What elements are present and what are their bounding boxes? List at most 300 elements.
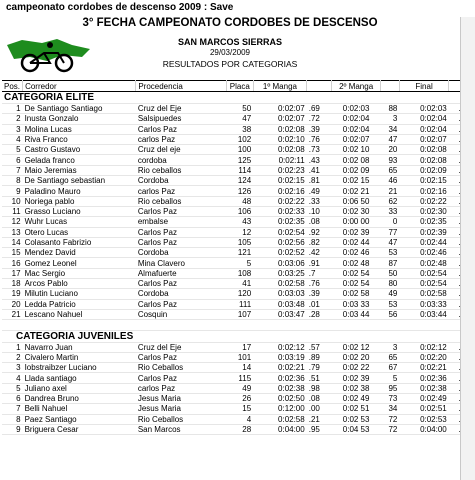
table-cell: Carlos Paz [136, 227, 227, 237]
table-cell: Carlos Paz [136, 206, 227, 216]
table-cell: 0:02:08 [253, 124, 307, 134]
table-cell: .33 [307, 196, 332, 206]
table-row[interactable] [2, 227, 472, 237]
table-cell: 47 [381, 237, 400, 247]
table-cell: Almafuerte [136, 268, 227, 278]
table-cell: .01 [307, 299, 332, 309]
table-cell: 0:02:08 [399, 145, 448, 155]
table-cell: 0:03:47 [253, 309, 307, 319]
table-cell: 125 [226, 155, 253, 165]
table-cell: 0:02:54 [253, 227, 307, 237]
table-cell: 3 [2, 363, 23, 373]
table-cell: 0:02:35 [399, 217, 448, 227]
table-row[interactable] [2, 237, 472, 247]
table-cell: 0:02 51 [331, 404, 380, 414]
table-row[interactable] [2, 124, 472, 134]
table-cell: 0:00 00 [331, 217, 380, 227]
table-cell: 0:02:04 [399, 124, 448, 134]
table-row[interactable] [2, 289, 472, 299]
table-cell: 0:02:10 [253, 134, 307, 144]
table-cell: 0:02:09 [399, 165, 448, 175]
table-cell: 72 [381, 424, 400, 434]
table-cell: Arcos Pablo [23, 279, 136, 289]
table-cell: 0:02:07 [331, 134, 380, 144]
table-cell: 0:02 39 [331, 227, 380, 237]
table-cell: 0:02 21 [331, 186, 380, 196]
table-cell: De Santiago Santiago [23, 104, 136, 114]
category-row [2, 92, 472, 104]
table-cell: 65 [381, 352, 400, 362]
table-cell: 73 [381, 394, 400, 404]
table-cell: 0:03:44 [399, 309, 448, 319]
table-cell: 17 [2, 268, 23, 278]
table-row[interactable] [2, 196, 472, 206]
table-cell: Belli Nahuel [23, 404, 136, 414]
table-cell: 8 [2, 414, 23, 424]
table-row[interactable] [2, 363, 472, 373]
table-cell: Mac Sergio [23, 268, 136, 278]
table-cell: Mendez David [23, 248, 136, 258]
table-cell: 20 [2, 299, 23, 309]
table-cell: Carlos Paz [136, 373, 227, 383]
table-cell: 0:02:21 [253, 363, 307, 373]
table-cell: Salsipuedes [136, 114, 227, 124]
table-cell: carlos Paz [136, 383, 227, 393]
table-cell: cordoba [136, 155, 227, 165]
table-cell: .92 [307, 227, 332, 237]
table-cell: 0:02 53 [331, 414, 380, 424]
table-cell: 50 [226, 104, 253, 114]
table-cell: 102 [226, 134, 253, 144]
table-cell: 121 [226, 248, 253, 258]
table-cell: 0:02:07 [399, 134, 448, 144]
table-cell: Carlos Paz [136, 237, 227, 247]
table-cell: 49 [226, 383, 253, 393]
table-cell: 0:02 15 [331, 176, 380, 186]
table-cell: 0:02:22 [399, 196, 448, 206]
table-cell: .7 [307, 268, 332, 278]
table-cell: .72 [307, 114, 332, 124]
table-row[interactable] [2, 342, 472, 352]
table-cell: 0:02 44 [331, 237, 380, 247]
table-cell: 0:02:03 [399, 104, 448, 114]
table-cell: 0:02:38 [399, 383, 448, 393]
table-cell: 41 [226, 279, 253, 289]
table-cell: 0:02:15 [399, 176, 448, 186]
table-cell: 5 [2, 145, 23, 155]
table-cell: Navarro Juan [23, 342, 136, 352]
table-cell: 0:02:16 [399, 186, 448, 196]
table-cell: .91 [307, 258, 332, 268]
table-cell: 21 [2, 309, 23, 319]
table-cell: 2 [2, 114, 23, 124]
table-row[interactable] [2, 268, 472, 278]
table-cell: 0:02 54 [331, 268, 380, 278]
table-cell: Paladino Mauro [23, 186, 136, 196]
table-cell: 0:02:08 [399, 155, 448, 165]
results-subtitle: RESULTADOS POR CATEGORIAS [162, 59, 298, 69]
table-cell: 0:02:21 [399, 363, 448, 373]
table-cell: 0:02:53 [399, 414, 448, 424]
column-header: Pos. [2, 81, 23, 92]
table-row[interactable] [2, 309, 472, 319]
table-cell: Gomez Leonel [23, 258, 136, 268]
table-row[interactable] [2, 145, 472, 155]
table-cell: Rio Ceballos [136, 414, 227, 424]
table-cell: 72 [381, 414, 400, 424]
table-cell: 0:02 12 [331, 342, 380, 352]
table-row[interactable] [2, 114, 472, 124]
table-cell: Cordoba [136, 248, 227, 258]
page-title: 3° FECHA CAMPEONATO CORDOBES DE DESCENSO [82, 17, 378, 29]
table-cell: 43 [226, 217, 253, 227]
table-cell: 0:02:33 [253, 206, 307, 216]
table-cell: carlos Paz [136, 186, 227, 196]
table-cell: 0:02:38 [253, 383, 307, 393]
table-cell: Ledda Patricio [23, 299, 136, 309]
table-cell: .08 [307, 217, 332, 227]
table-cell: .95 [307, 424, 332, 434]
table-cell: 33 [381, 206, 400, 216]
table-cell: 21 [381, 186, 400, 196]
table-cell: Briguera Cesar [23, 424, 136, 434]
table-cell: .28 [307, 309, 332, 319]
table-cell: 0:04:00 [399, 424, 448, 434]
table-cell: 0:03 33 [331, 299, 380, 309]
column-header: 2º Manga [331, 81, 380, 92]
table-cell: 0:02:04 [331, 114, 380, 124]
table-cell: 0:03:19 [253, 352, 307, 362]
table-cell: Otero Lucas [23, 227, 136, 237]
table-row[interactable] [2, 248, 472, 258]
table-cell: 0:02:12 [399, 342, 448, 352]
table-cell: 19 [2, 289, 23, 299]
table-cell: 50 [381, 268, 400, 278]
table-cell: .00 [307, 404, 332, 414]
table-cell: 0:02:49 [399, 394, 448, 404]
table-cell: .57 [307, 342, 332, 352]
table-cell: 0:02:12 [253, 342, 307, 352]
table-cell: 0:02 30 [331, 206, 380, 216]
table-cell: 0:02 49 [331, 394, 380, 404]
table-cell: 93 [381, 155, 400, 165]
table-cell: 0:02:04 [331, 124, 380, 134]
table-cell: Wuhr Lucas [23, 217, 136, 227]
results-table [2, 80, 472, 435]
table-cell: 0:02:20 [399, 352, 448, 362]
table-cell: 0:02:22 [253, 196, 307, 206]
table-cell: De Santiago sebastian [23, 176, 136, 186]
table-cell: 107 [226, 309, 253, 319]
table-cell: 0:02 46 [331, 248, 380, 258]
table-cell: .08 [307, 394, 332, 404]
table-cell: 15 [2, 248, 23, 258]
table-cell: 9 [2, 186, 23, 196]
table-row[interactable] [2, 383, 472, 393]
table-cell: 3 [2, 124, 23, 134]
table-cell: 0:02:35 [253, 217, 307, 227]
table-cell: 3 [381, 114, 400, 124]
column-header: Procedencia [136, 81, 227, 92]
table-cell: Castro Gustavo [23, 145, 136, 155]
table-cell: 0:02:52 [253, 248, 307, 258]
spacer-row [2, 320, 472, 330]
table-cell: 26 [226, 394, 253, 404]
table-cell: Civalero Martin [23, 352, 136, 362]
table-cell: 0:02:56 [253, 237, 307, 247]
table-cell: 114 [226, 165, 253, 175]
table-cell: 6 [2, 155, 23, 165]
table-cell: 0:02:44 [399, 237, 448, 247]
table-cell: Rio ceballos [136, 196, 227, 206]
table-cell: 0:02:11 [253, 155, 307, 165]
table-cell: 115 [226, 373, 253, 383]
table-cell: 80 [381, 279, 400, 289]
column-header [381, 81, 400, 92]
category-title: CATEGORIA JUVENILES [2, 330, 472, 342]
table-cell: .81 [307, 176, 332, 186]
table-cell: 0:02 38 [331, 383, 380, 393]
table-cell: .43 [307, 155, 332, 165]
table-cell: 77 [381, 227, 400, 237]
table-cell: 34 [381, 124, 400, 134]
table-cell: 0:02:07 [253, 114, 307, 124]
table-cell: Noriega pablo [23, 196, 136, 206]
table-cell: .76 [307, 134, 332, 144]
column-header: 1º Manga [253, 81, 307, 92]
cyclist-logo-icon [2, 35, 97, 75]
table-cell: 2 [2, 352, 23, 362]
table-row[interactable] [2, 155, 472, 165]
table-cell: 88 [381, 104, 400, 114]
table-cell: 12 [226, 227, 253, 237]
table-cell: 126 [226, 186, 253, 196]
table-cell: 0:02:36 [399, 373, 448, 383]
table-row[interactable] [2, 404, 472, 414]
table-cell: 20 [381, 145, 400, 155]
table-cell: 0:02:58 [399, 289, 448, 299]
table-cell: 67 [381, 363, 400, 373]
table-row[interactable] [2, 134, 472, 144]
table-cell: 11 [2, 206, 23, 216]
table-cell: 0:02 54 [331, 279, 380, 289]
table-cell: 0:03:48 [253, 299, 307, 309]
table-row[interactable] [2, 373, 472, 383]
column-header [307, 81, 332, 92]
table-cell: 8 [2, 176, 23, 186]
column-header: Placa [226, 81, 253, 92]
table-cell: 0:02 39 [331, 373, 380, 383]
table-row[interactable] [2, 424, 472, 434]
table-cell: Cruz del Eje [136, 342, 227, 352]
table-cell: 95 [381, 383, 400, 393]
table-cell: .10 [307, 206, 332, 216]
table-row[interactable] [2, 104, 472, 114]
event-date: 29/03/2009 [209, 48, 251, 57]
table-cell: 15 [226, 404, 253, 414]
table-cell: 62 [381, 196, 400, 206]
table-cell: 100 [226, 145, 253, 155]
table-cell: 87 [381, 258, 400, 268]
table-cell: .73 [307, 145, 332, 155]
table-row[interactable] [2, 299, 472, 309]
table-cell: .49 [307, 186, 332, 196]
table-cell: 3 [381, 342, 400, 352]
table-cell: 38 [226, 124, 253, 134]
table-cell: 7 [2, 165, 23, 175]
table-cell: .21 [307, 414, 332, 424]
table-cell: Jesus Maria [136, 394, 227, 404]
table-cell: Maio Jeremias [23, 165, 136, 175]
table-cell: San Marcos [136, 424, 227, 434]
window-title: campeonato cordobes de descenso 2009 : Save [0, 0, 475, 16]
table-cell: .51 [307, 373, 332, 383]
table-cell: Jesus Maria [136, 404, 227, 414]
table-cell: 111 [226, 299, 253, 309]
table-cell: .39 [307, 124, 332, 134]
table-cell: 9 [2, 424, 23, 434]
table-cell: 0:02 10 [331, 145, 380, 155]
table-cell: 53 [381, 299, 400, 309]
table-cell: Cordoba [136, 289, 227, 299]
table-cell: .39 [307, 289, 332, 299]
table-cell: 13 [2, 227, 23, 237]
table-cell: 0:02 48 [331, 258, 380, 268]
table-cell: Dandrea Bruno [23, 394, 136, 404]
category-title: CATEGORIA ELITE [2, 92, 472, 104]
table-cell: Juliano axel [23, 383, 136, 393]
table-cell: Cordoba [136, 176, 227, 186]
table-cell: Lescano Nahuel [23, 309, 136, 319]
table-row[interactable] [2, 279, 472, 289]
table-cell: 0:02:58 [253, 279, 307, 289]
table-cell: 0:02 08 [331, 155, 380, 165]
table-cell: .98 [307, 383, 332, 393]
table-cell: 18 [2, 279, 23, 289]
table-cell: Carlos Paz [136, 279, 227, 289]
table-cell: 105 [226, 237, 253, 247]
table-cell: Inusta Gonzalo [23, 114, 136, 124]
table-row[interactable] [2, 258, 472, 268]
table-cell: 124 [226, 176, 253, 186]
table-cell: 120 [226, 289, 253, 299]
table-cell: 17 [226, 342, 253, 352]
table-cell: 0:02:48 [399, 258, 448, 268]
table-cell: 46 [381, 176, 400, 186]
table-cell: 16 [2, 258, 23, 268]
table-cell: 56 [381, 309, 400, 319]
column-header-row [2, 81, 472, 92]
table-cell: 0:02:04 [399, 114, 448, 124]
table-cell: carlos Paz [136, 134, 227, 144]
table-cell: 0 [381, 217, 400, 227]
table-cell: 0:03:06 [253, 258, 307, 268]
table-cell: 14 [2, 237, 23, 247]
column-header: Final [399, 81, 448, 92]
table-cell: 0:03:25 [253, 268, 307, 278]
table-cell: 0:02:08 [253, 145, 307, 155]
table-cell: 0:04:00 [253, 424, 307, 434]
table-cell: 0:02:30 [399, 206, 448, 216]
table-cell: Carlos Paz [136, 352, 227, 362]
table-cell: Gelada franco [23, 155, 136, 165]
table-cell: 6 [2, 394, 23, 404]
table-cell: 0:02 09 [331, 165, 380, 175]
table-cell: 0:02:16 [253, 186, 307, 196]
table-cell: 4 [226, 414, 253, 424]
table-cell: 4 [2, 134, 23, 144]
table-row[interactable] [2, 352, 472, 362]
table-cell: .82 [307, 237, 332, 247]
table-cell: 0:02:03 [331, 104, 380, 114]
table-row[interactable] [2, 176, 472, 186]
table-row[interactable] [2, 206, 472, 216]
table-cell: Carlos Paz [136, 299, 227, 309]
table-cell: 47 [381, 134, 400, 144]
table-cell: 10 [2, 196, 23, 206]
table-cell: 0:06 50 [331, 196, 380, 206]
table-cell: Paez Santiago [23, 414, 136, 424]
table-cell: Carlos Paz [136, 124, 227, 134]
table-cell: Riva Franco [23, 134, 136, 144]
table-cell: embalse [136, 217, 227, 227]
table-cell: 0:02 20 [331, 352, 380, 362]
table-cell: 0:02:58 [253, 414, 307, 424]
table-cell: 47 [226, 114, 253, 124]
spreadsheet[interactable] [0, 17, 460, 480]
table-cell: 0:02:51 [399, 404, 448, 414]
table-cell: 5 [226, 258, 253, 268]
table-cell: 0:02:15 [253, 176, 307, 186]
table-cell: 14 [226, 363, 253, 373]
table-cell: 0:03:03 [253, 289, 307, 299]
table-cell: 7 [2, 404, 23, 414]
table-cell: 0:02:54 [399, 279, 448, 289]
table-cell: Iobstraibzer Luciano [23, 363, 136, 373]
table-row[interactable] [2, 186, 472, 196]
table-cell: Llada santiago [23, 373, 136, 383]
vertical-scrollbar[interactable] [460, 17, 475, 480]
table-cell: 28 [226, 424, 253, 434]
table-cell: 0:02:46 [399, 248, 448, 258]
table-cell: 0:02 58 [331, 289, 380, 299]
table-cell: Grasso Luciano [23, 206, 136, 216]
table-cell: 1 [2, 342, 23, 352]
table-cell: 0:03 44 [331, 309, 380, 319]
table-row[interactable] [2, 414, 472, 424]
table-cell: 106 [226, 206, 253, 216]
table-cell: 0:02:07 [253, 104, 307, 114]
table-cell: Rio ceballos [136, 165, 227, 175]
table-cell: 48 [226, 196, 253, 206]
table-cell: 1 [2, 104, 23, 114]
table-cell: 0:02 22 [331, 363, 380, 373]
table-cell: Cruz del eje [136, 145, 227, 155]
table-cell: 34 [381, 404, 400, 414]
table-cell: 53 [381, 248, 400, 258]
table-cell: .89 [307, 352, 332, 362]
table-row[interactable] [2, 217, 472, 227]
table-cell: 101 [226, 352, 253, 362]
table-cell: 0:03:33 [399, 299, 448, 309]
table-row[interactable] [2, 165, 472, 175]
table-row[interactable] [2, 394, 472, 404]
spacer-cell [2, 320, 472, 330]
table-cell: 5 [381, 373, 400, 383]
table-cell: Cosquin [136, 309, 227, 319]
table-cell: .41 [307, 165, 332, 175]
table-cell: 4 [2, 373, 23, 383]
